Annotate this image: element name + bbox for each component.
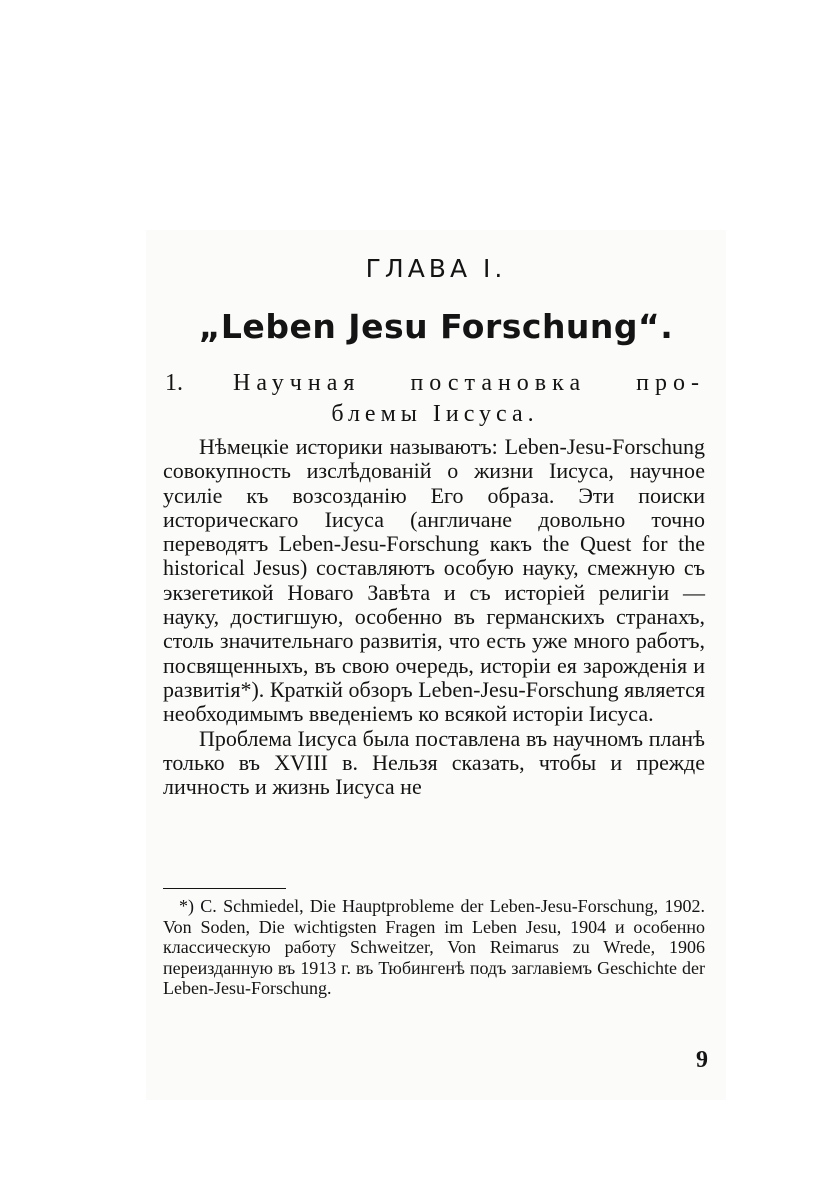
paragraph: Проблема Iисуса была поставлена въ научномъ планѣ только въ XVIII в. Нельзя сказать, чтобы и прежде личность и жизнь Iисуса не: [163, 725, 705, 800]
section-heading-line-1: [165, 368, 705, 399]
body-text: [163, 435, 705, 799]
page-number: 9: [696, 1047, 708, 1073]
section-word-2: постановка: [410, 370, 587, 396]
section-word-1: Научная: [233, 370, 361, 396]
section-heading-line-2: блемы Iисуса.: [331, 401, 539, 427]
paragraph: Нѣмецкіе историки называютъ: Leben-Jesu-Forschung совокупность изслѣдованій о жизни Iисуса, научное усиліе къ возсозданію Его образа. Эти поиски историческаго Iисуса (англичане довольно точно переводятъ Leben-Jesu-Forschung какъ the Quest for the historical Jesus) составляютъ особую науку, смежную съ экзегетикой Новаго Завѣта и съ исторіей религіи — науку, достигшую, особенно въ германскихъ странахъ, столь значительнаго развитія, что есть уже много работъ, посвященныхъ, въ свою очередь, исторіи ея зарожденія и развитія*). Краткій обзоръ Leben-Jesu-Forschung является необходимымъ введеніемъ ко всякой исторіи Iисуса.: [163, 434, 705, 727]
footnote-divider: [163, 888, 286, 889]
footnote: *) C. Schmiedel, Die Hauptprobleme der Leben-Jesu-Forschung, 1902. Von Soden, Die wichtigsten Fragen im Leben Jesu, 1904 и особенно классическую работу Schweitzer, Von Reimarus zu Wrede, 1906 переизданную въ 1913 г. въ Тюбингенѣ подъ заглавіемъ Geschichte der Leben-Jesu-Forschung.: [163, 896, 705, 998]
section-word-3: про-: [636, 370, 705, 396]
chapter-title: „Leben Jesu Forschung“.: [198, 307, 674, 346]
section-number: 1.: [165, 370, 183, 396]
chapter-label: ГЛАВА I.: [365, 254, 507, 283]
section-heading: [165, 368, 705, 430]
